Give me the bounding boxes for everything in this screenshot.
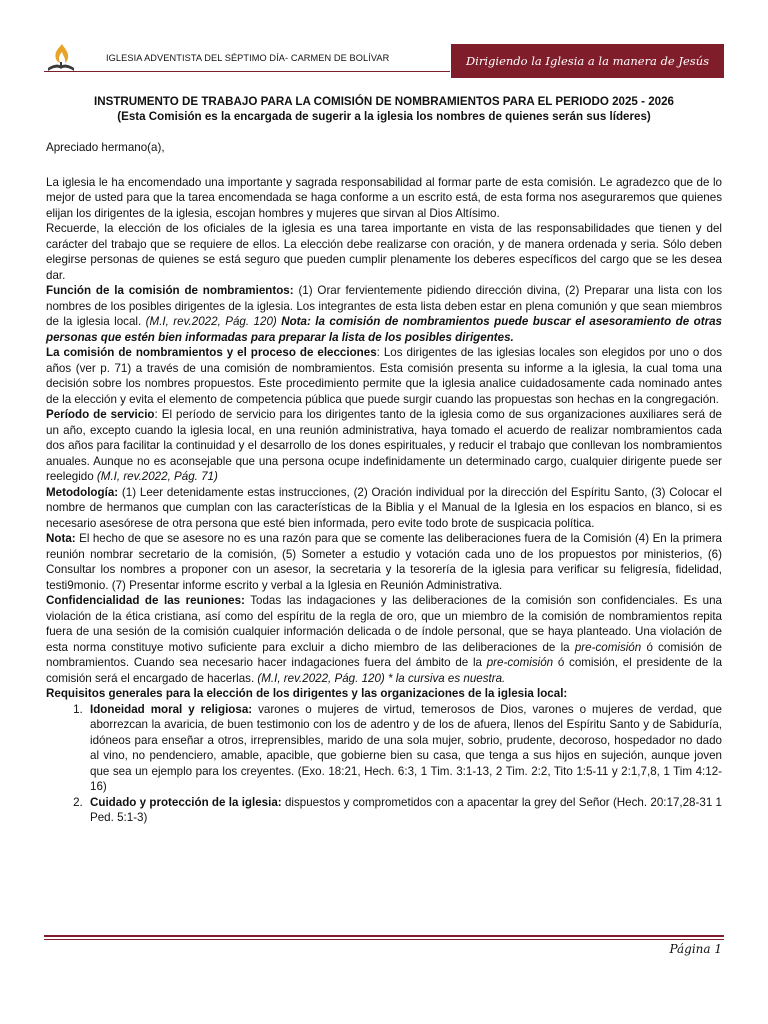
metodologia-text: (1) Leer detenidamente estas instrucciones, (2) Oración individual por la dirección del Espíritu Santo, (3) Colocar el nombre de hermanos que cumplan con las características de la Biblia y el Manual de la Iglesia en los espacios en blanco, si es necesario asesórese de otra persona que esté bien informada, pero evite todo brote de suspicacia política. <box>46 485 722 530</box>
page-header <box>0 40 768 80</box>
proceso-paragraph <box>46 345 722 407</box>
requisito-label: Cuidado y protección de la iglesia: <box>90 795 282 809</box>
motto-banner <box>451 44 724 78</box>
requisito-label: Idoneidad moral y religiosa: <box>90 702 253 716</box>
proceso-label: comisión de nombramientos y el proceso de elecciones <box>59 346 377 359</box>
metodologia-paragraph <box>46 485 722 532</box>
church-name: IGLESIA ADVENTISTA DEL SÉPTIMO DÍA- CARMEN DE BOLÍVAR <box>106 53 390 63</box>
confidencialidad-label: Confidencialidad de las reuniones: <box>46 594 245 607</box>
requisitos-heading <box>46 686 722 702</box>
confidencialidad-paragraph <box>46 593 722 686</box>
periodo-ref: (M.I, rev.2022, Pág. 71) <box>96 470 218 483</box>
requisitos-heading-text: Requisitos generales para la elección de los dirigentes y las organizaciones de la iglesia local: <box>46 687 568 700</box>
confidencialidad-text-3: ó comisión, el presidente de la comisión será el encargado de hacerlas. <box>46 656 723 685</box>
funcion-label: Función de la comisión de nombramientos: <box>46 284 294 297</box>
nota-label: Nota: <box>46 532 76 545</box>
confidencialidad-text-1: Todas las indagaciones y las deliberaciones de la comisión son confidenciales. Es una violación de la ética cristiana, así como del espíritu de la regla de oro, que un miembro de la comisión de nombramientos repita fuera de una sesión de la comisión cualquier información delicada o de índole personal, que se haya planteado. Una violación de esta norma constituye motivo suficiente para excluir a dicho miembro de las deliberaciones de la <box>46 594 722 654</box>
funcion-note: Nota: la comisión de nombramientos puede buscar el asesoramiento de otras personas que estén bien informadas para preparar la lista de los posibles dirigentes. <box>46 315 722 344</box>
funcion-ref: (M.I, rev.2022, Pág. 120) <box>145 315 282 328</box>
confidencialidad-ref: (M.I, rev.2022, Pág. 120) * la cursiva es nuestra. <box>257 671 506 685</box>
recuerde-paragraph: Recuerde, la elección de los oficiales de la iglesia es una tarea importante en vista de las responsabilidades que tienen y del carácter del trabajo que se requiere de ellos. La elección debe realizarse con oración, y de manera ordenada y seria. Sólo deben elegirse personas de quienes se está seguro que pueden cumplir plenamente los deberes específicos del cargo que se les desea dar. <box>46 222 722 282</box>
precomision-term: pre-comisión <box>574 640 642 654</box>
requisitos-list <box>46 702 722 826</box>
periodo-text: : El período de servicio para los dirigentes tanto de la iglesia como de sus organizaciones auxiliares será de un año, excepto cuando la iglesia local, en una reunión administrativa, haya tomado el acuerdo de realizar nombramientos cada dos años para facilitar la continuidad y el desarrollo de los dones espirituales, y reducir el trabajo que conllevan los nombramientos anuales. Aunque no es aconsejable que una persona ocupe indefinidamente un determinado cargo, cualquier dirigente puede ser reelegido <box>46 408 722 483</box>
periodo-label: Período de servicio <box>46 408 155 421</box>
motto-text: Dirigiendo la Iglesia a la manera de Jesús <box>465 54 710 68</box>
greeting: Apreciado hermano(a), <box>46 141 165 154</box>
title-line-2: (Esta Comisión es la encargada de sugerir a la iglesia los nombres de quienes serán sus líderes) <box>117 110 651 123</box>
document-body <box>46 94 722 826</box>
nota-paragraph <box>46 531 722 593</box>
proceso-text: : Los dirigentes de las iglesias locales son elegidos por uno o dos años (ver p. 71) a través de una comisión de nombramientos. Esta comisión presenta su informe a la iglesia, la cual toma una decisión sobre los nombres propuestos. Este procedimiento permite que la iglesia analice cuidadosamente cada nominado antes de la elección y evita el elemento de competencia pública que puede surgir cuando las propuestas son hechas en la congregación. <box>46 346 722 406</box>
requisito-text: dispuestos y comprometidos con a apacentar la grey del Señor (Hech. 20:17,28-31 1 Ped. 5:1-3) <box>90 795 722 824</box>
confidencialidad-text-2: ó comisión de nombramientos. Cuando sea necesario hacer indagaciones fuera del ámbito de la <box>46 640 722 669</box>
funcion-text: (1) Orar fervientemente pidiendo dirección divina, (2) Preparar una lista con los nombres de los posibles dirigentes de la iglesia. Los integrantes de esta lista deben estar en plena comunión y que sean miembros de la iglesia local. <box>46 284 722 328</box>
metodologia-label: Metodología: <box>46 485 119 499</box>
document-title <box>46 94 722 124</box>
list-item <box>86 795 722 826</box>
footer-divider <box>44 935 724 937</box>
precomision-term: pre-comisión <box>486 656 554 669</box>
list-item <box>86 702 722 795</box>
requisito-text: varones o mujeres de virtud, temerosos de Dios, varones o mujeres de verdad, que aborrezcan la avaricia, de buen testimonio con los de adentro y de los de afuera, llenos del Espíritu Santo y de Sabiduría, idóneos para enseñar a otros, irreprensibles, marido de una sola mujer, sobrio, prudente, decoroso, hospedador no dado al vino, no pendenciero, amable, apacible, que gobierne bien su casa, que tenga a sus hijos en sujeción, aunque joven que sea un ejemplo para los creyentes. (Exo. 18:21, Hech. 6:3, 1 Tim. 3:1-13, 2 Tim. 2:2, Tito 1:5-11 y 2:1,7,8, 1 Tim 4:12-16) <box>90 702 722 793</box>
nota-text: El hecho de que se asesore no es una razón para que se comente las deliberaciones fuera de la Comisión (4) En la primera reunión nombrar secretario de la comisión, (5) Someter a estudio y votación cada uno de los propuestos por ministerios, (6) Consultar los nombres a proponer con un asesor, la secretaria y la tesorería de la iglesia para verificar su feligresía, fidelidad, testi9monio. (7) Presentar informe escrito y verbal a la Iglesia en Reunión Administrativa. <box>46 532 722 592</box>
proceso-lead: La <box>46 346 60 359</box>
funcion-paragraph <box>46 283 722 345</box>
intro-paragraph: La iglesia le ha encomendado una importante y sagrada responsabilidad al formar parte de esta comisión. Le agradezco que de lo mejor de usted para que la tarea encomendada se haga conforme a un escrito está, de esta forma nos aseguraremos que quienes elijan los dirigentes de la iglesia, escojan hombres y mujeres que sirvan al Dios Altísimo. <box>46 175 722 220</box>
periodo-paragraph <box>46 407 722 485</box>
header-divider <box>44 71 450 72</box>
title-line-1: INSTRUMENTO DE TRABAJO PARA LA COMISIÓN DE NOMBRAMIENTOS PARA EL PERIODO 2025 - 2026 <box>94 95 674 108</box>
page-number: Página 1 <box>669 942 722 956</box>
footer-divider-thin <box>44 939 724 940</box>
